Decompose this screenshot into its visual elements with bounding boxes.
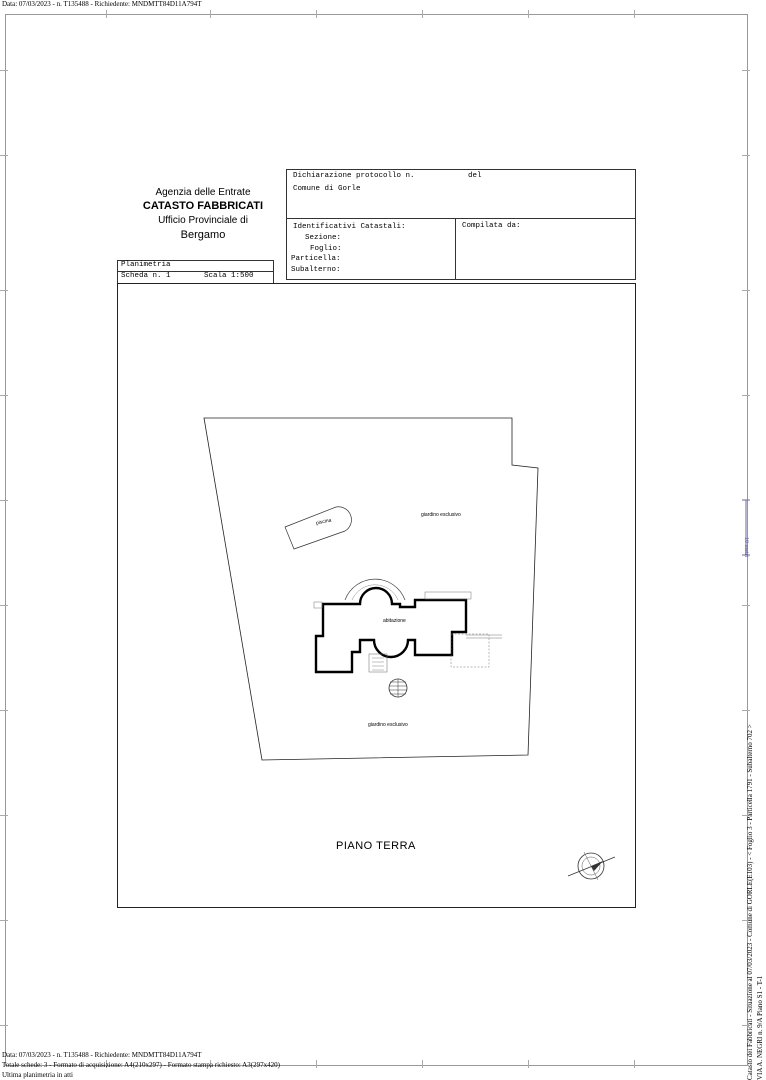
spiral-stair [389,679,407,697]
comune-label: Comune di Gorle [293,185,361,193]
scale-bar-label: 10 metri [743,537,749,558]
north-arrow-icon [568,852,615,880]
footer-request-line: Data: 07/03/2023 - n. T135488 - Richiedente: MNDMTT84D11A794T [2,1051,202,1059]
footer-last-plan-line: Ultima planimetria in atti [2,1071,73,1079]
scale-label: Scala 1:500 [204,272,254,280]
header-request-line: Data: 07/03/2023 - n. T135488 - Richiedente: MNDMTT84D11A794T [2,0,202,8]
agency-name: Agenzia delle Entrate [155,187,251,198]
protocol-label: Dichiarazione protocollo n. [293,172,415,180]
sezione-label: Sezione: [305,234,342,242]
compilata-label: Compilata da: [462,222,521,230]
floor-label: PIANO TERRA [336,840,416,852]
del-label: del [468,172,482,180]
foglio-label: Foglio: [310,245,342,253]
office-label: Ufficio Provinciale di [158,215,248,226]
catasto-title: CATASTO FABBRICATI [142,200,264,212]
pool-outline [285,507,351,549]
house-outline [316,588,466,672]
terrace-arc [345,579,405,600]
planimetria-label: Planimetria [121,261,171,269]
top-canopy [425,592,471,599]
subalterno-label: Subalterno: [291,266,341,274]
side-info-line1: Catasto dei Fabbricati - Situazione al 07/03/2023 - Comune di GORLE(E103) - < Foglio 3 - Particella 1791 - Subalterno 702 > [746,724,754,1080]
scheda-number: Scheda n. 1 [121,272,171,280]
footer-format-line: Totale schede: 3 - Formato di acquisizione: A4(210x297) - Formato stampa richiesto: A3(297x420) [2,1061,280,1069]
identificativi-label: Identificativi Catastali: [293,223,406,231]
right-terrace [451,634,489,667]
abitazione-label: abitazione [383,618,406,624]
side-info-line2: VIA A. NEGRI n. 9/A Piano S1 - T-1 [756,975,764,1080]
garden-top-label: giardino esclusivo [421,512,461,518]
left-balcony [314,602,322,608]
garden-bottom-label: giardino esclusivo [368,722,408,728]
piscina-label: piscina [315,517,333,527]
office-city: Bergamo [180,229,226,241]
particella-label: Particella: [291,255,341,263]
